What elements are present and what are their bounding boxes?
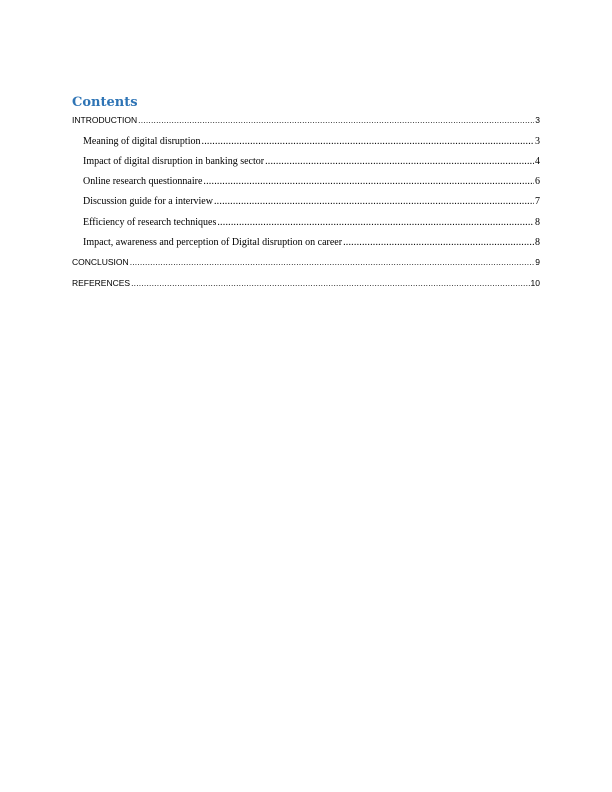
- toc-dot-leader: [131, 277, 529, 290]
- toc-entry-label: Meaning of digital disruption: [83, 135, 201, 147]
- toc-dot-leader: [202, 135, 535, 148]
- toc-page-number: 4: [535, 155, 540, 167]
- toc-entry-label: CONCLUSION: [72, 257, 129, 268]
- toc-entry-label: Efficiency of research techniques: [83, 216, 217, 228]
- table-of-contents: [72, 114, 540, 297]
- toc-entry-label: Discussion guide for a interview: [83, 196, 213, 208]
- toc-dot-leader: [214, 195, 534, 208]
- toc-entry-label: Online research questionnaire: [83, 176, 203, 188]
- toc-dot-leader: [130, 256, 535, 269]
- toc-page-number: 10: [530, 277, 540, 288]
- toc-entry-meaning-of-digital-disruption[interactable]: [72, 135, 540, 148]
- toc-dot-leader: [138, 114, 534, 127]
- toc-entry-label: Impact, awareness and perception of Digital disruption on career: [83, 236, 343, 248]
- toc-title: Contents: [72, 95, 138, 110]
- toc-entry-label: REFERENCES: [72, 277, 131, 288]
- toc-entry-introduction[interactable]: [72, 114, 540, 127]
- toc-entry-impact-banking-sector[interactable]: [72, 155, 540, 168]
- toc-page-number: 8: [535, 236, 540, 248]
- toc-page-number: 3: [535, 115, 540, 125]
- toc-dot-leader: [203, 175, 534, 188]
- toc-dot-leader: [265, 155, 534, 168]
- toc-entry-online-research-questionnaire[interactable]: [72, 175, 540, 188]
- toc-page-number: 3: [535, 135, 540, 147]
- toc-entry-impact-awareness-perception[interactable]: [72, 236, 540, 249]
- toc-page-number: 8: [535, 216, 540, 228]
- toc-page-number: 7: [535, 196, 540, 208]
- toc-entry-efficiency-research-techniques[interactable]: [72, 216, 540, 229]
- toc-entry-references[interactable]: [72, 277, 540, 290]
- toc-page-number: 9: [535, 257, 540, 268]
- toc-page-number: 6: [535, 176, 540, 188]
- toc-dot-leader: [217, 216, 534, 229]
- toc-entry-label: INTRODUCTION: [72, 115, 138, 125]
- toc-entry-discussion-guide[interactable]: [72, 195, 540, 208]
- toc-dot-leader: [343, 236, 534, 249]
- toc-entry-label: Impact of digital disruption in banking sector: [83, 155, 265, 167]
- toc-entry-conclusion[interactable]: [72, 256, 540, 269]
